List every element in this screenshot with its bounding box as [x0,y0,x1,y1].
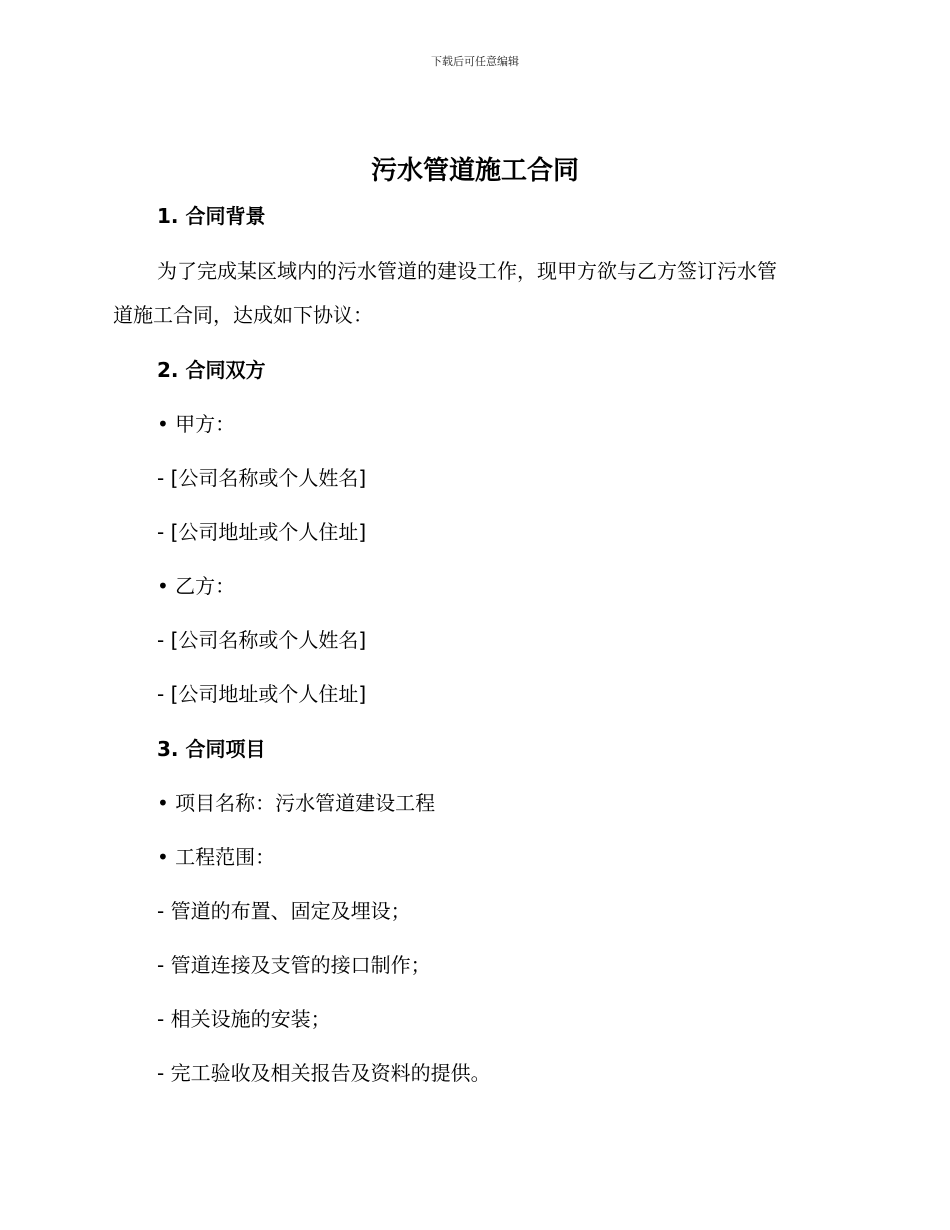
background-paragraph-line-2: 道施工合同，达成如下协议： [113,303,373,327]
background-paragraph-line-1: 为了完成某区域内的污水管道的建设工作，现甲方欲与乙方签订污水管 [157,259,777,283]
scope-item: - 管道连接及支管的接口制作； [157,953,431,977]
party-a-label: • 甲方： [157,412,236,436]
scope-item: - 完工验收及相关报告及资料的提供。 [157,1061,491,1085]
party-b-name: - [公司名称或个人姓名] [157,628,367,652]
section-heading-project: 3. 合同项目 [157,737,266,761]
document-title: 污水管道施工合同 [370,156,579,186]
party-a-address: - [公司地址或个人住址] [157,520,367,544]
section-heading-background: 1. 合同背景 [157,204,266,228]
party-a-name: - [公司名称或个人姓名] [157,466,367,490]
project-scope-label: • 工程范围： [157,845,276,869]
section-heading-parties: 2. 合同双方 [157,358,266,382]
project-name: • 项目名称：污水管道建设工程 [157,791,436,815]
scope-item: - 管道的布置、固定及埋设； [157,899,411,923]
party-b-label: • 乙方： [157,574,236,598]
scope-item: - 相关设施的安装； [157,1007,331,1031]
party-b-address: - [公司地址或个人住址] [157,682,367,706]
header-note: 下载后可任意编辑 [431,55,519,68]
